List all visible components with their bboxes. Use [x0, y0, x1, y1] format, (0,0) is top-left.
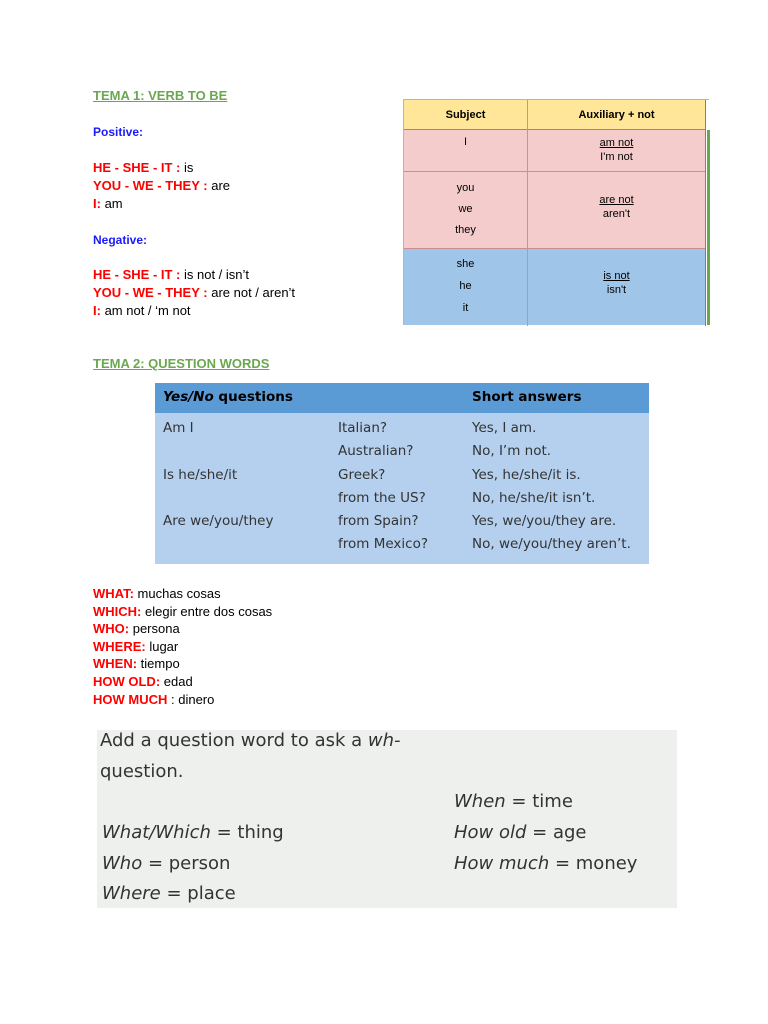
meaning: tiempo — [137, 656, 180, 672]
aux-full: are not — [599, 194, 634, 206]
meaning: persona — [129, 621, 180, 637]
verb: are — [211, 178, 231, 193]
complement-cell: Australian? — [338, 443, 414, 459]
verb: am — [104, 196, 123, 211]
negative-line — [93, 302, 295, 320]
tema2-heading: TEMA 2: QUESTION WORDS — [93, 356, 270, 371]
wh-word: Who — [102, 853, 143, 874]
question-word: WHAT: — [93, 586, 134, 601]
wh-meaning: = thing — [210, 822, 284, 843]
subject-cell — [404, 130, 527, 172]
answer-cell: Yes, he/she/it is. — [472, 467, 581, 483]
intro-line — [100, 730, 401, 751]
aux-short: I'm not — [600, 151, 633, 163]
subject-text: you — [456, 182, 475, 194]
wh-item — [102, 883, 236, 904]
header-answers: Short answers — [472, 389, 582, 405]
subject: I: — [93, 196, 105, 211]
subject: YOU - WE - THEY : — [93, 178, 212, 193]
auxiliary-table — [403, 99, 709, 325]
question-word: WHO: — [93, 621, 130, 637]
auxiliary-cell — [528, 172, 705, 249]
auxiliary-cell — [528, 249, 705, 325]
question-table — [155, 383, 649, 564]
negative-line — [93, 266, 295, 284]
complement-cell: from Spain? — [338, 513, 419, 529]
subject-text: we — [458, 203, 473, 215]
table-header-auxiliary: Auxiliary + not — [528, 100, 705, 130]
complement-cell: Italian? — [338, 420, 388, 436]
answer-cell: No, he/she/it isn’t. — [472, 490, 596, 506]
question-word: HOW MUCH — [93, 691, 168, 707]
meaning: elegir entre dos cosas — [141, 603, 273, 619]
answer-cell: Yes, we/you/they are. — [472, 513, 617, 529]
wh-item — [454, 853, 637, 874]
subject-text: he — [459, 280, 472, 292]
wh-meaning: = money — [549, 853, 638, 874]
positive-label: Positive: — [93, 125, 144, 139]
list-item — [93, 655, 272, 673]
meaning: edad — [160, 673, 193, 689]
positive-line — [93, 195, 230, 213]
meaning: muchas cosas — [133, 586, 221, 601]
question-cell: Am I — [163, 420, 194, 436]
wh-meaning: = place — [160, 883, 236, 904]
tema1-heading: TEMA 1: VERB TO BE — [93, 88, 228, 103]
complement-cell: from the US? — [338, 490, 426, 506]
positive-list — [93, 159, 230, 213]
list-item — [93, 673, 272, 691]
wh-item — [454, 791, 573, 812]
wh-item — [102, 822, 284, 843]
wh-item — [102, 853, 230, 874]
wh-question-box — [97, 730, 677, 908]
intro-text: Add a question word to ask a — [100, 730, 368, 751]
subject-text: I — [463, 136, 468, 148]
question-cell: Is he/she/it — [163, 467, 238, 483]
complement-cell: Greek? — [338, 467, 386, 483]
subject: YOU - WE - THEY : — [93, 285, 212, 300]
question-cell: Are we/you/they — [163, 513, 274, 529]
verb: are not / aren’t — [211, 285, 296, 300]
question-word: WHEN: — [93, 656, 138, 672]
negative-list — [93, 266, 295, 320]
question-word: WHERE: — [93, 638, 146, 654]
subject: HE - SHE - IT : — [93, 267, 184, 282]
header-rest: questions — [213, 389, 293, 405]
question-word: HOW OLD: — [93, 673, 161, 689]
subject-cell — [404, 172, 527, 249]
meaning: : dinero — [167, 691, 215, 707]
answer-cell: Yes, I am. — [472, 420, 537, 436]
aux-full: is not — [603, 270, 630, 282]
answer-cell: No, we/you/they aren’t. — [472, 536, 631, 552]
subject: HE - SHE - IT : — [93, 160, 184, 175]
header-italic: Yes/No — [163, 389, 214, 405]
verb: am not / ‘m not — [104, 303, 191, 318]
wh-word: How much — [454, 853, 550, 874]
answer-cell: No, I’m not. — [472, 443, 552, 459]
list-item — [93, 691, 272, 709]
question-words-list — [93, 585, 272, 708]
wh-meaning: = time — [505, 791, 573, 812]
question-word: WHICH: — [93, 603, 142, 619]
subject-text: they — [455, 224, 476, 236]
negative-line — [93, 284, 295, 302]
complement-cell: from Mexico? — [338, 536, 429, 552]
verb: is — [184, 160, 194, 175]
positive-line — [93, 177, 230, 195]
table-header-subject: Subject — [404, 100, 527, 130]
wh-word: When — [454, 791, 506, 812]
list-item — [93, 638, 272, 656]
subject: I: — [93, 303, 105, 318]
question-table-header — [155, 383, 649, 413]
list-item — [93, 620, 272, 638]
negative-label: Negative: — [93, 233, 148, 247]
wh-word: How old — [454, 822, 527, 843]
header-questions — [163, 389, 293, 405]
subject-text: it — [462, 302, 469, 314]
subject-cell — [404, 249, 527, 325]
wh-word: Where — [102, 883, 161, 904]
subject-text: she — [456, 258, 475, 270]
aux-full: am not — [599, 137, 634, 149]
intro-italic: wh- — [367, 730, 401, 751]
wh-word: What/Which — [102, 822, 211, 843]
auxiliary-cell — [528, 130, 705, 172]
intro-line: question. — [100, 761, 184, 782]
verb: is not / isn’t — [184, 267, 250, 282]
wh-item — [454, 822, 587, 843]
meaning: lugar — [145, 638, 179, 654]
list-item — [93, 603, 272, 621]
positive-line — [93, 159, 230, 177]
list-item — [93, 585, 272, 603]
wh-meaning: = person — [142, 853, 231, 874]
aux-short: isn't — [606, 284, 627, 296]
aux-short: aren't — [602, 208, 631, 220]
table-edge — [705, 100, 711, 326]
wh-meaning: = age — [526, 822, 587, 843]
